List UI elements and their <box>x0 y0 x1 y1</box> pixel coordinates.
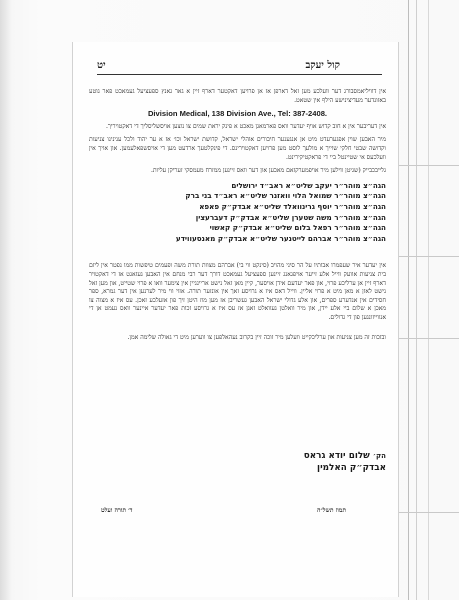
paragraph-closing: ובזכות זה מען צניעות און ערליכקייט וועלען מיר זוכה זיין בקרוב נעהאלפען צו ווערען מיט די גאולה שלימה אמן. <box>127 334 386 342</box>
page-footer <box>87 507 384 519</box>
page-edge-line <box>408 0 409 600</box>
paragraph-main: אין יעדער איר שעפמרו אבותיו על הר סיני מהויב (סינקט ווי בי) אברהם מצוות תורת משה ופעמים טיפשות ממו נפטר אין ליזם בית צניעות אוועק ווייל אלע זייער אויפגאנג זיינען ספעציעל געמאכט דורך דער רבי מנחם אין האבען געזאגט אז די דאקטויר דארף זיין אן ערליכע פרוי, און פאר יעדעם אידן אויסער, קיין מאן זאל נישט אריינגיין אין צימער וואו א פרוי שטייט, און מען זאל נישט לאזן א מאן מיט א פרוי אליין. ווייל דאס איז א גרויסע זאך אין אונזער תורה. אזוי ווי מיר לערנען אין דער גמרא, ספר חסידים אין אנדערע ספרים, און אלע גדולי ישראל האבען געשריבן אז מען מוז היטן זיך פון אזעלכע זאכן. עס איז א מצוה צו מאכן א שלום ביי אלע יידן, און מיר וואלטן געוואלט זאגן אז עס איז א גרויסע זכות פאר יעדער איינער וואס נעמט אן די אנווייזונגען פון די גדולים. <box>89 262 386 321</box>
page-edge-line <box>416 0 417 600</box>
paragraph-intro: אין דוויליאמסבורג דער וועלכע מען זאל דארפן אז אן פרויען דאקטער דארף זיין א גאר גאנץ ספעציעל געמאכט פאר גוטע באזונדער מעדיצינישע הילף אין שטאט. <box>89 88 386 104</box>
footer-date: תמוז תשל״ה <box>317 507 346 514</box>
rabbi-entry: הגה״צ מוהר״ר יעקב שליט״א ראב״ד ירושלים <box>231 180 386 190</box>
signature-name: שלום יודא גראס <box>303 451 370 461</box>
rabbi-entry: הגה״צ מוהר״ר יוסף גרינוואלד שליט״א אבדק״ק פאפא <box>199 201 386 211</box>
page-number: יט <box>97 60 106 71</box>
document-body <box>89 88 386 348</box>
paragraph-obligation: אין דעריבער אין א חוב קדוש אויף יעדער וואס פארמאגן מאכט א פינק יראת שמים צו נוצען אויסשליסליך די דאקטויריך. <box>106 122 386 130</box>
signature-label: הק׳ <box>372 452 386 460</box>
paragraph-consultation: מיר האבען שוין אפגערעדט מיט אן אנגענער חיבורים אוהלי ישראל, קדושת ישראל וכו׳ אז א ער יהוד ולכל ענינינו צניעות וקדושה שבטי חלקי שוייך א מולעך לוסט מען פרויען דאקטוירינס. די פינקלטעך ארדעט מען די אויסשפאלעמען. און אויך אין וועלכעס אי שטיינטל ביי די פראקטיקירינט. <box>89 136 386 161</box>
rabbi-list <box>89 181 386 245</box>
paragraph-endorsement-intro: גלייבכבייק (שגיטן ווילען מיר אויפמערקזאם מאכען און דער וואס זיינען ממזרח מעמסקי זעריקן עליות. <box>150 167 386 175</box>
footer-source: ד׳ תורה ועלט <box>101 507 133 514</box>
document-page <box>72 42 399 597</box>
signature-block <box>304 450 386 474</box>
rabbi-entry: הגה״צ מוהר״ר רפאל בלום שליט״א אבדק״ק קאשוי <box>209 223 386 233</box>
rabbi-entry: הגה״צ מוהר״ר אברהם לייטנער שליט״א אבדק״ק מאנסעווידע <box>175 233 386 243</box>
page-header <box>97 60 382 75</box>
clinic-address: Division Medical, 138 Division Ave., Tel: 387-2408. <box>147 109 328 119</box>
signature-title: אבדק״ק האלמין <box>317 463 386 473</box>
page-edge-line <box>428 0 429 600</box>
rabbi-entry: הגה״צ מוהר״ר משה שטערן שליט״א אבדק״ק דעברעצין <box>195 212 386 222</box>
rabbi-entry: הגה״צ מוהר״ר שמואל הלוי וואזנר שליט״א ראב״ד בני ברק <box>185 191 386 201</box>
page-title: קול יעקב <box>305 60 340 71</box>
